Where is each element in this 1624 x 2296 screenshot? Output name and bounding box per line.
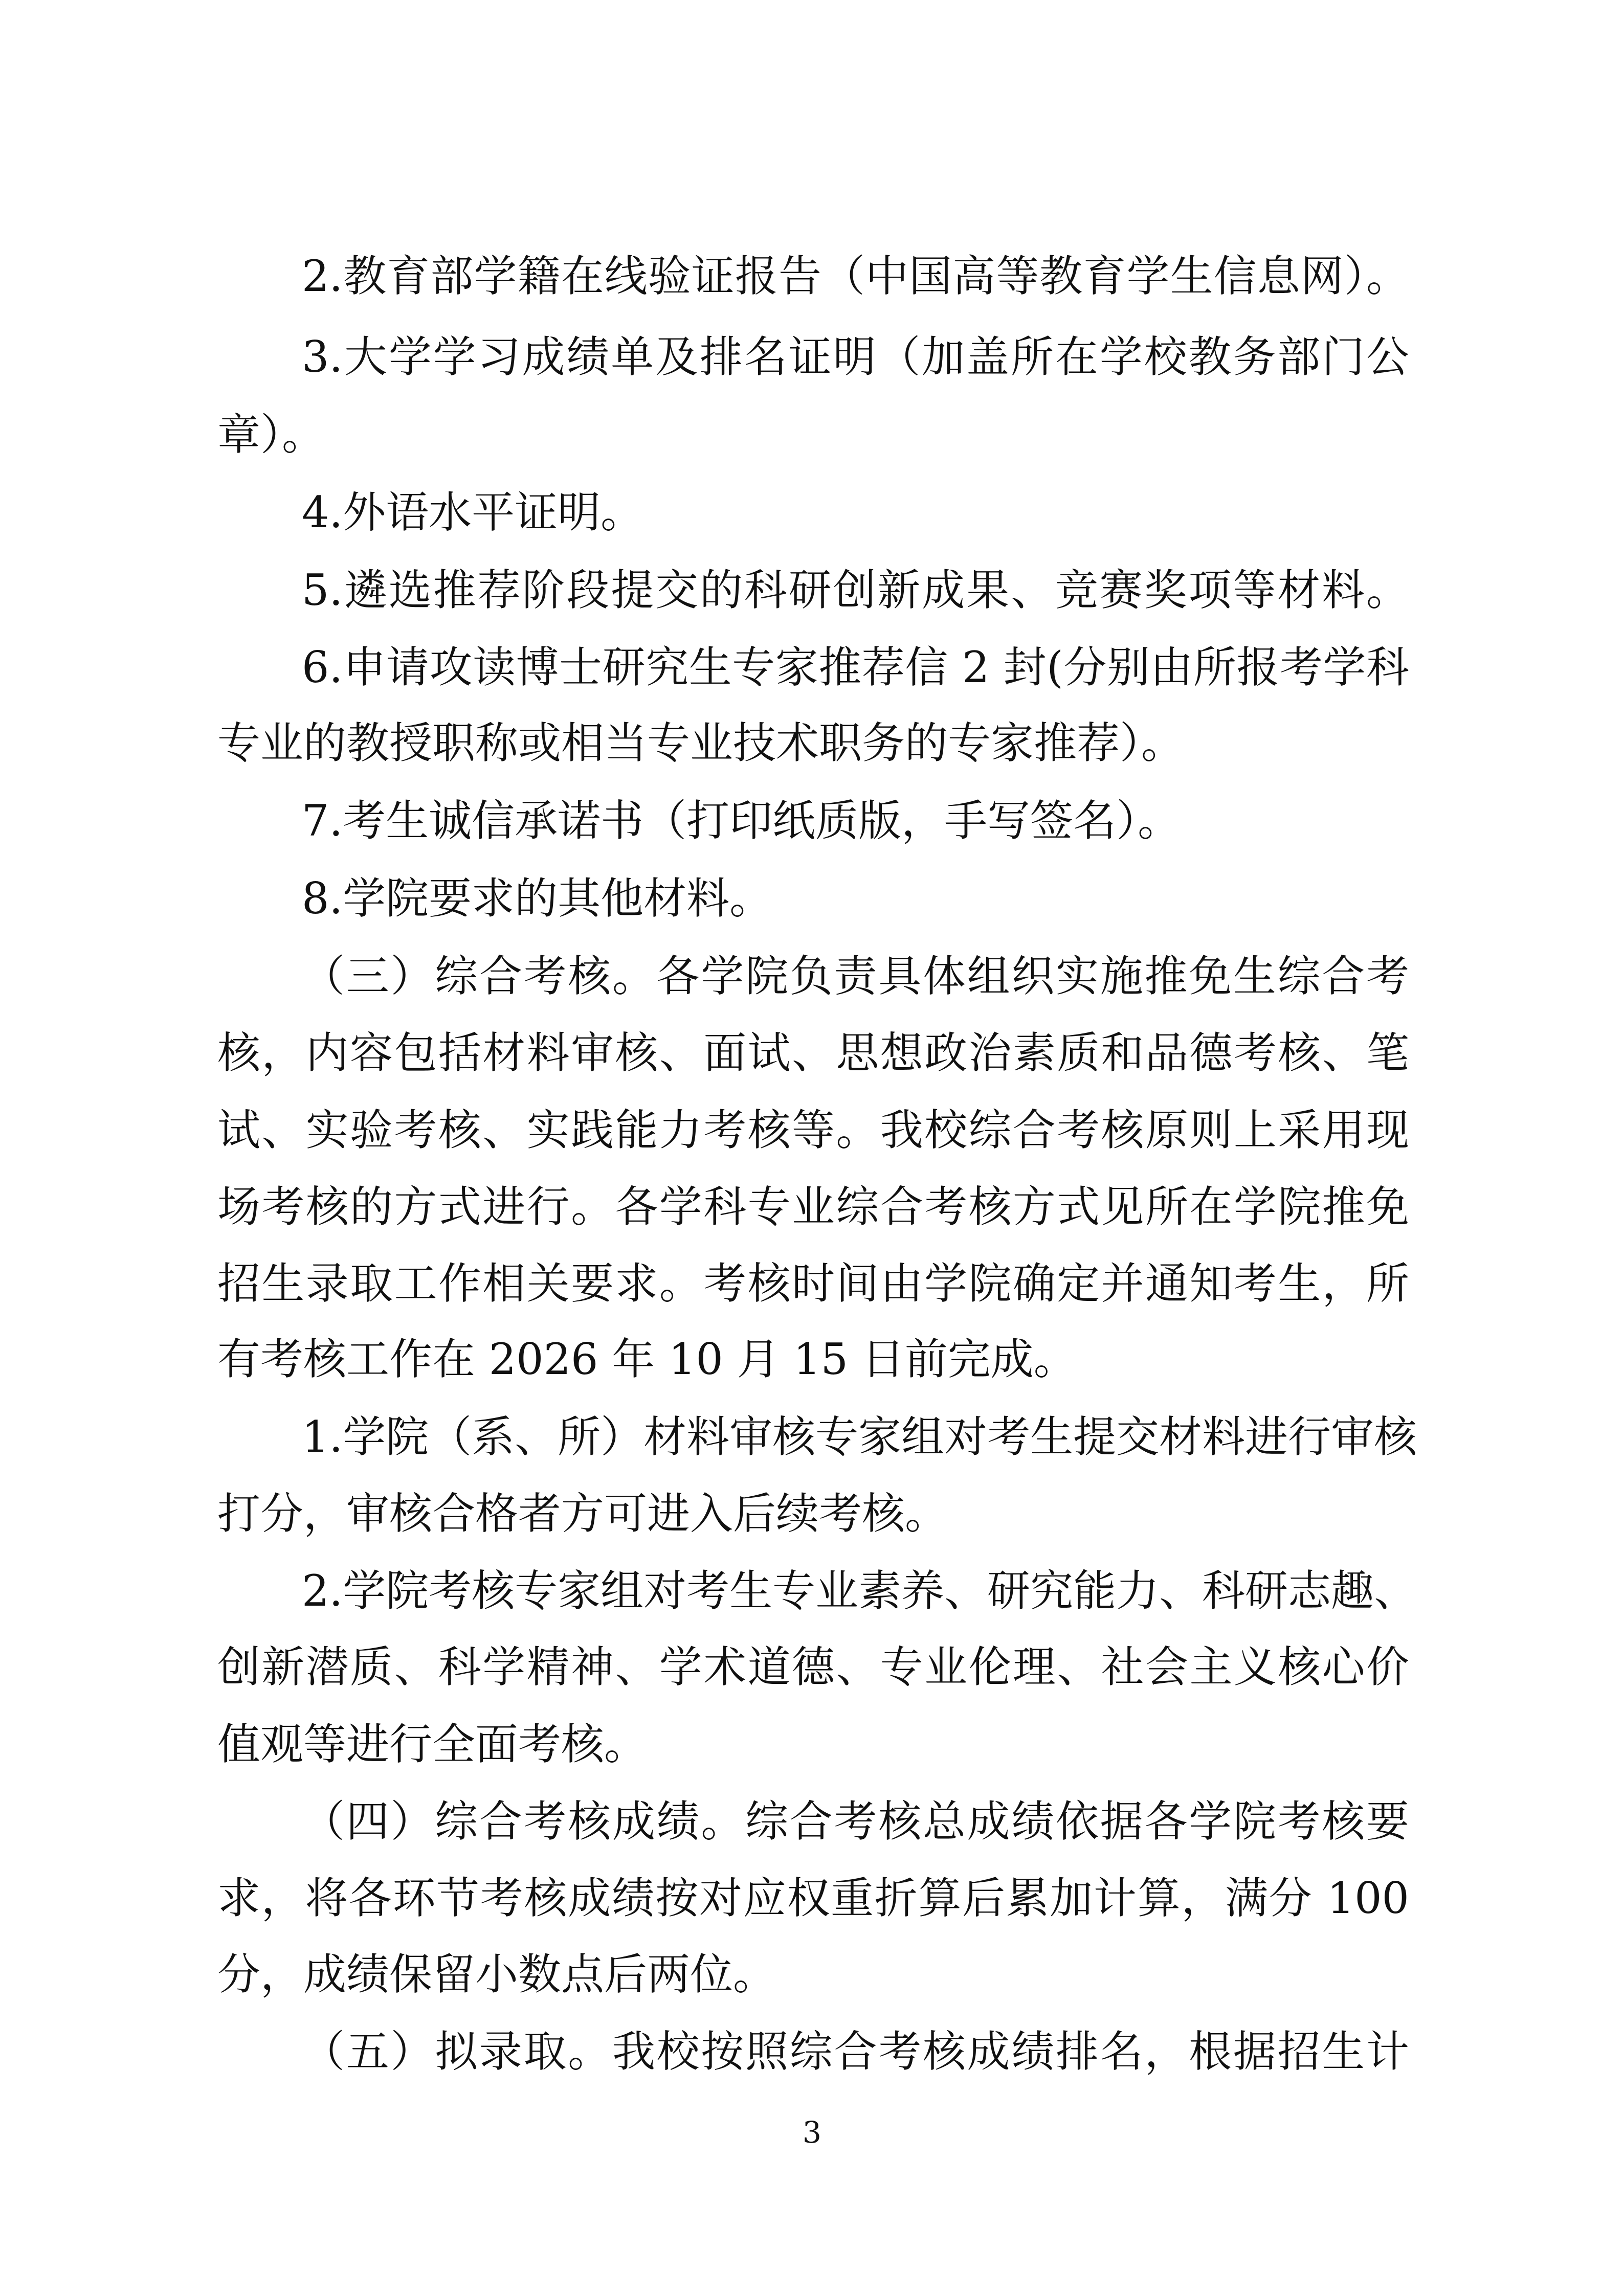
text-line: 打分，审核合格者方可进入后续考核。 [217, 1489, 948, 1539]
page-number: 3 [803, 2115, 821, 2150]
text-line: 1.学院（系、所）材料审核专家组对考生提交材料进行审核 [302, 1412, 1417, 1462]
text-line: （五）拟录取。我校按照综合考核成绩排名，根据招生计 [302, 2027, 1409, 2077]
text-line: 章）。 [217, 410, 325, 460]
text-line: 求，将各环节考核成绩按对应权重折算后累加计算，满分 100 [217, 1873, 1409, 1923]
text-line: 2.教育部学籍在线验证报告（中国高等教育学生信息网）。 [302, 251, 1409, 301]
text-line: 值观等进行全面考核。 [217, 1719, 648, 1769]
text-line: 4.外语水平证明。 [302, 487, 644, 537]
text-line: 分，成绩保留小数点后两位。 [217, 1949, 776, 1999]
text-line: 6.申请攻读博士研究生专家推荐信 2 封(分别由所报考学科 [302, 642, 1409, 692]
text-line: 场考核的方式进行。各学科专业综合考核方式见所在学院推免 [217, 1182, 1409, 1232]
text-line: 8.学院要求的其他材料。 [302, 873, 773, 924]
text-line: 5.遴选推荐阶段提交的科研创新成果、竞赛奖项等材料。 [302, 565, 1409, 615]
text-line: 有考核工作在 2026 年 10 月 15 日前完成。 [217, 1334, 1077, 1384]
text-line: 3.大学学习成绩单及排名证明（加盖所在学校教务部门公 [302, 332, 1409, 382]
text-line: 招生录取工作相关要求。考核时间由学院确定并通知考生，所 [217, 1258, 1409, 1309]
text-line: （四）综合考核成绩。综合考核总成绩依据各学院考核要 [302, 1796, 1409, 1847]
text-line: 试、实验考核、实践能力考核等。我校综合考核原则上采用现 [217, 1105, 1409, 1155]
text-line: 2.学院考核专家组对考生专业素养、研究能力、科研志趣、 [302, 1566, 1417, 1616]
text-line: 专业的教授职称或相当专业技术职务的专家推荐）。 [217, 718, 1185, 768]
text-line: 创新潜质、科学精神、学术道德、专业伦理、社会主义核心价 [217, 1642, 1409, 1692]
text-line: 核，内容包括材料审核、面试、思想政治素质和品德考核、笔 [217, 1028, 1409, 1078]
text-line: 7.考生诚信承诺书（打印纸质版，手写签名）。 [302, 796, 1181, 846]
text-line: （三）综合考核。各学院负责具体组织实施推免生综合考 [302, 951, 1409, 1001]
